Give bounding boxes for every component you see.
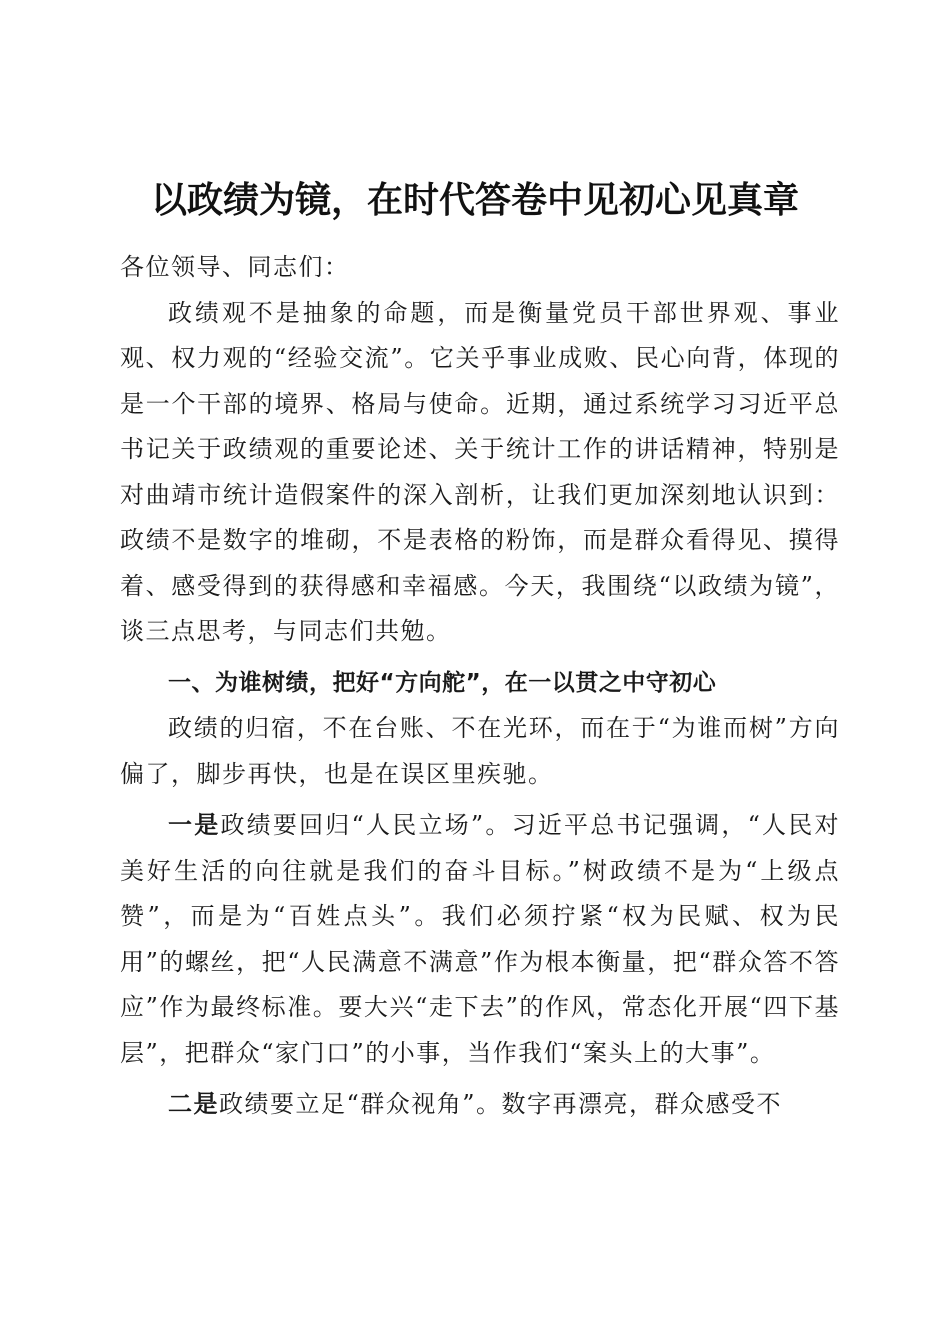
point-1-paragraph [120,803,840,1076]
section-1-intro-paragraph: 政绩的归宿，不在台账、不在光环，而在于“为谁而树”方向偏了，脚步再快，也是在误区里疾驰。 [120,714,840,788]
intro-paragraph: 政绩观不是抽象的命题，而是衡量党员干部世界观、事业观、权力观的“经验交流”。它关乎事业成败、民心向背，体现的是一个干部的境界、格局与使命。近期，通过系统学习习近平总书记关于政绩观的重要论述、关于统计工作的讲话精神，特别是对曲靖市统计造假案件的深入剖析，让我们更加深刻地认识到：政绩不是数字的堆砌，不是表格的粉饰，而是群众看得见、摸得着、感受得到的获得感和幸福感。今天，我围绕“以政绩为镜”，谈三点思考，与同志们共勉。 [120,298,840,645]
salutation: 各位领导、同志们： [120,253,350,281]
point-2-text: 政绩要立足“群众视角”。数字再漂亮，群众感受不 [219,1090,783,1118]
point-1-text: 政绩要回归“人民立场”。习近平总书记强调，“人民对美好生活的向往就是我们的奋斗目标。”树政绩不是为“上级点赞”，而是为“百姓点头”。我们必须拧紧“权为民赋、权为民用”的螺丝，把“人民满意不满意”作为根本衡量，把“群众答不答应”作为最终标准。要大兴“走下去”的作风，常态化开展“四下基层”，把群众“家门口”的小事，当作我们“案头上的大事”。 [120,811,840,1067]
point-1-lead: 一是 [168,811,221,839]
document-body [120,245,840,1128]
document-title: 以政绩为镜，在时代答卷中见初心见真章 [150,179,799,221]
point-2-lead: 二是 [168,1090,219,1118]
section-heading-1: 一、为谁树绩，把好“方向舵”，在一以贯之中守初心 [168,669,717,696]
point-2-paragraph [120,1082,840,1128]
